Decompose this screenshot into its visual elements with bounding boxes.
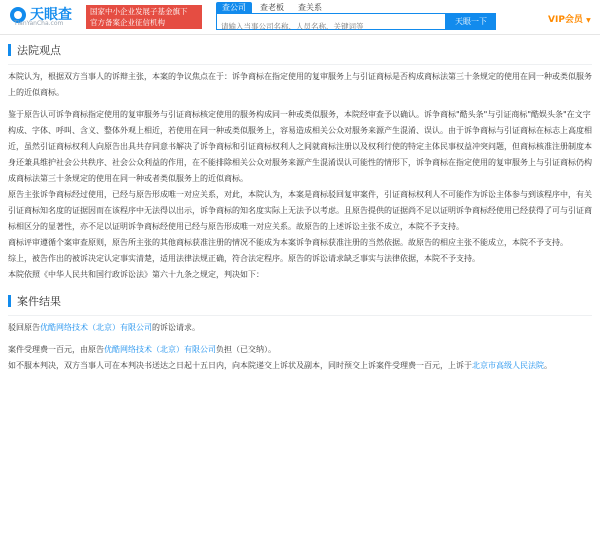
logo-subtitle: TianYanCha.com bbox=[14, 20, 64, 27]
opinion-paragraph: 本院依照《中华人民共和国行政诉讼法》第六十九条之规定，判决如下： bbox=[8, 270, 264, 279]
opinion-paragraph: 商标评审遵循个案审查原则，原告所主张的其他商标获准注册的情况不能成为本案诉争商标获准注册的当然依据。故原告的相应主张不能成立，本院不予支持。 bbox=[8, 238, 568, 247]
opinion-paragraph: 鉴于原告认可诉争商标指定使用的复审服务与引证商标核定使用的服务构成同一种或类似服务，本院经审查予以确认。诉争商标"酷头条"与引证商标"酷娱头条"在文字构成、字体、呼叫、含义、整体外观上相近，若使用在同一种或类似服务上，容易造成相关公众对服务来源产生混淆、误认。由于诉争商标与引证商标在标志上高度相近，虽然引证商标权利人向原告出具共存同意书解决了诉争商标和引证商标权利人之间就商标注册以及权利行使的特定主体民事权益冲突问题，但商标核准注册制度本身还兼具维护社会公共秩序、社会公众利益的作用，在不能排除相关公众对服务来源产生混淆误认可能性的情形下，诉争商标在指定使用的复审服务上与引证商标仍构成商标法第三十条规定的使用在同一种或者类似服务上的近似商标。 bbox=[8, 110, 592, 183]
chevron-down-icon: ▼ bbox=[586, 17, 591, 24]
main-content bbox=[8, 36, 592, 374]
result-text: 案件受理费一百元，由原告 bbox=[8, 345, 104, 354]
result-paragraph bbox=[8, 320, 592, 336]
search-button[interactable]: 天眼一下 bbox=[446, 13, 496, 30]
result-paragraph bbox=[8, 342, 592, 358]
result-text: 的诉讼请求。 bbox=[152, 323, 200, 332]
section-title: 案件结果 bbox=[17, 295, 61, 308]
opinion-paragraph: 本院认为，根据双方当事人的诉辩主张，本案的争议焦点在于：诉争商标在指定使用的复审服务上与引证商标是否构成商标法第三十条规定的使用在同一种或类似服务上的近似商标。 bbox=[8, 72, 592, 97]
logo-title: 天眼查 bbox=[30, 7, 72, 23]
section-marker bbox=[8, 44, 11, 56]
section-marker bbox=[8, 295, 11, 307]
top-header bbox=[0, 0, 600, 35]
vip-menu[interactable] bbox=[548, 12, 591, 25]
result-text: 驳回原告 bbox=[8, 323, 40, 332]
result-text: 如不服本判决，双方当事人可在本判决书送达之日起十五日内，向本院递交上诉状及副本，同时预交上诉案件受理费一百元，上诉于 bbox=[8, 361, 472, 370]
tab-relation[interactable]: 查关系 bbox=[298, 3, 322, 12]
section-case-result bbox=[8, 291, 592, 311]
result-paragraph bbox=[8, 358, 592, 374]
divider bbox=[8, 64, 592, 65]
court-link[interactable]: 北京市高级人民法院 bbox=[472, 361, 544, 370]
gov-badge-line1: 国家中小企业发展子基金旗下 bbox=[90, 7, 188, 16]
section-court-opinion bbox=[8, 40, 592, 60]
section-title: 法院观点 bbox=[17, 44, 61, 57]
gov-badge bbox=[86, 5, 202, 29]
vip-label: VIP会员 bbox=[548, 15, 583, 25]
tab-company[interactable]: 查公司 bbox=[216, 2, 252, 14]
gov-badge-line2: 官方备案企业征信机构 bbox=[90, 18, 165, 27]
opinion-paragraph: 原告主张诉争商标经过使用，已经与原告形成唯一对应关系，对此，本院认为，本案是商标驳回复审案件，引证商标权利人不可能作为诉讼主体参与到该程序中，有关引证商标知名度的证据因而在该程序中无法得以出示，诉争商标的知名度实际上无法予以考虑。且原告提供的证据尚不足以证明诉争商标经使用已经获得了可与引证商标相区分的显著性，亦不足以证明诉争商标经使用已经与原告形成唯一对应关系。故原告的上述诉讼主张不成立，本院不予支持。 bbox=[8, 190, 592, 231]
tab-boss[interactable]: 查老板 bbox=[260, 3, 284, 12]
company-link[interactable]: 优酷网络技术（北京）有限公司 bbox=[40, 323, 152, 332]
search-input[interactable] bbox=[217, 19, 445, 34]
result-text: 负担（已交纳）。 bbox=[216, 345, 276, 354]
result-text: 。 bbox=[544, 361, 552, 370]
divider bbox=[8, 315, 592, 316]
company-link[interactable]: 优酷网络技术（北京）有限公司 bbox=[104, 345, 216, 354]
opinion-paragraph: 综上，被告作出的被诉决定认定事实清楚，适用法律法规正确，符合法定程序。原告的诉讼请求缺乏事实与法律依据，本院不予支持。 bbox=[8, 254, 480, 263]
search-box bbox=[216, 13, 446, 30]
